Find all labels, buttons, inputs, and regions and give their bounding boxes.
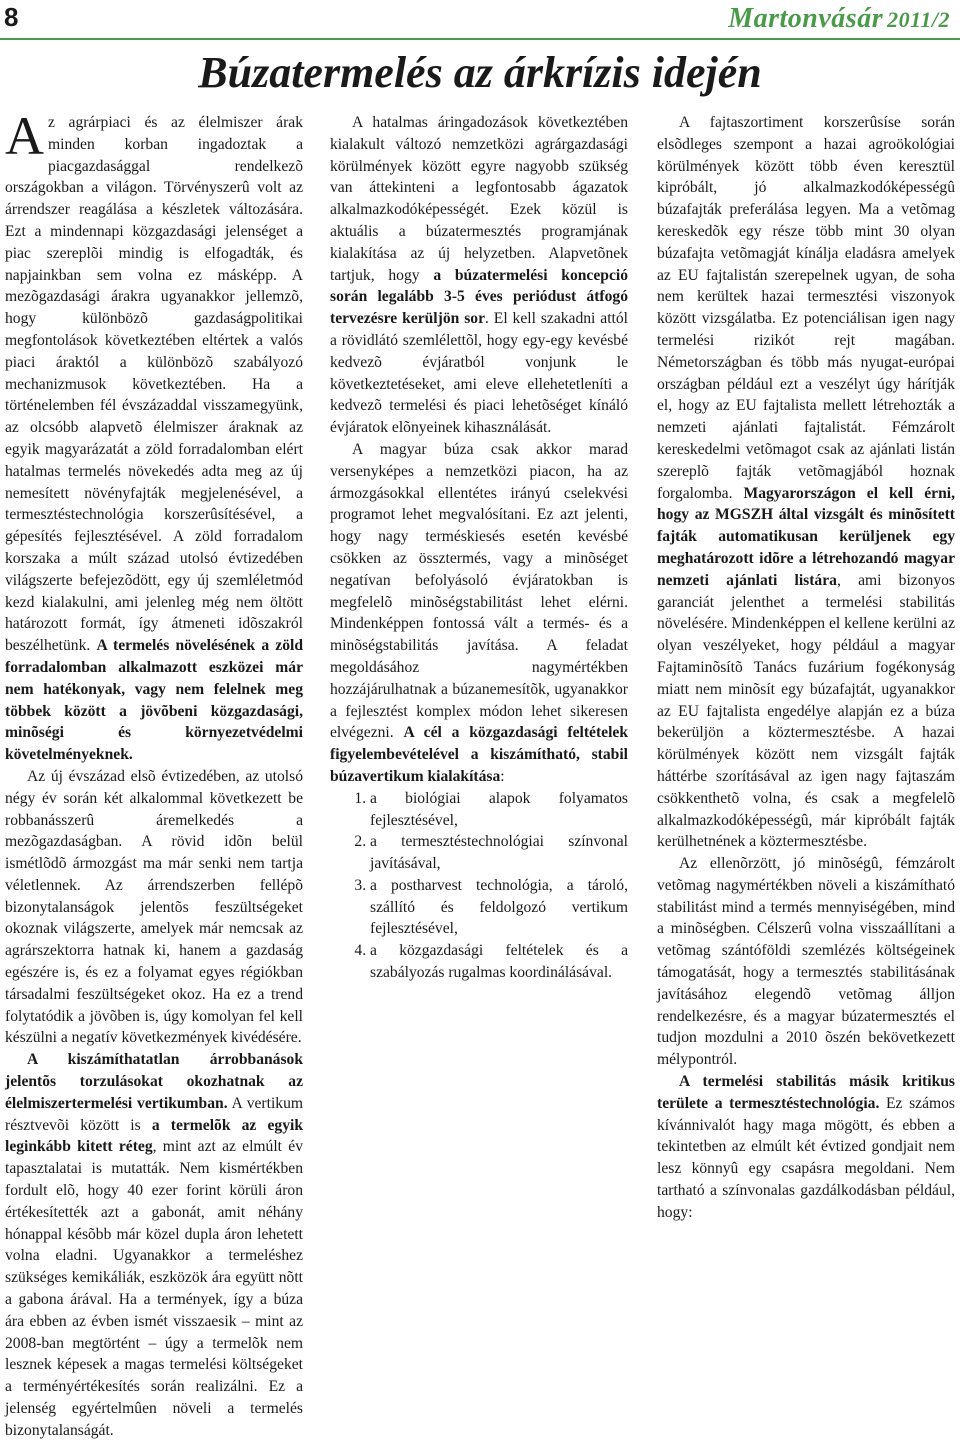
paragraph-text: z agrárpiaci és az élelmiszer árak minden korban ingadoztak a piacgazdasággal rendelkezõ országokban a világon. Törvényszerû volt az árrendszer reagálása a készletek változására. Ezt a mindennapi közgazdasági jelenséget a piac szereplõi mindig is elfogadták, és napjainkban sem volna ez másképp. A mezõgazdasági árakra ugyanakkor jellemzõ, hogy különbözõ gazdaságpolitikai megfontolások következtében eltértek a valós piaci áraktól a különbözõ szabályozó mechanizmusok következtében. Ha a történelemben fél évszázaddal visszamegyünk, az olcsóbb alapvetõ élelmiszer áraknak az egyik magyarázatát a zöld forradalomban elért hatalmas termelés növekedés adta meg az új nemesített növényfajták megjelenésével, a termesztéstechnológia korszerûsítésével, a gépesítés fejlesztésével. A zöld forradalom korszaka a múlt század utolsó évtizedében világszerte befejezõdött, egy új szemléletmód kezd kialakulni, ami jelenleg még nem öltött határozott formát, így átmeneti idõszakról beszélhetünk. xyxy=(5,114,303,655)
paragraph-text: . El kell szakadni attól a rövidlátó szemlélettõl, hogy egy-egy kevésbé kedvezõ évjáratból vonjunk le következtetéseket, ami eleve ellehetetleníti a kedvezõ termelési és piaci lehetõséget kínáló évjáratok elõnyeinek kihasználását. xyxy=(330,310,628,437)
column-2 xyxy=(330,112,628,984)
paragraph xyxy=(330,439,628,788)
paragraph-text: A vertikum résztvevõi között is xyxy=(5,1094,304,1134)
list-item: 3. a postharvest technológia, a tároló, szállító és feldolgozó vertikum fejlesztésével, xyxy=(370,875,628,940)
bold-text: Magyarországon el kell érni, hogy az MGSZH által vizsgált és minõsített fajták automatikusan kerüljenek egy meghatározott idõre a létrehozandó magyar nemzeti ajánlati listára xyxy=(657,484,955,589)
masthead xyxy=(728,3,950,35)
column-3 xyxy=(657,112,955,1224)
bold-text: A termelési stabilitás másik kritikus területe a termesztéstechnológia. xyxy=(657,1073,955,1112)
paragraph: Az új évszázad elsõ évtizedében, az utolsó négy év során két alkalommal következett be robbanásszerû áremelkedés a mezõgazdaságban. A rövid idõn belül ismétlõdõ ármozgást ma már senki nem tartja véletlennek. Az árrendszerben fellépõ bizonytalanságok jelentõs feszültségeket okoznak világszerte, amelyek már nemcsak az agrárszektorra hatnak ki, hanem a gazdaság egészére is, és ez a folyamat egyes régiókban társadalmi feszültségeket okoz. Ha ez a trend folytatódik a jövõben is, úgy komolyan fel kell készülni a negatív következmények kivédésére. xyxy=(5,767,303,1047)
paragraph xyxy=(5,106,303,766)
paragraph xyxy=(330,112,628,439)
paragraph-text: A magyar búza csak akkor marad versenyképes a nemzetközi piacon, ha az ármozgásokkal ellentétes irányú cselekvési programot lehet megvalósítani. Ez azt jelenti, hogy nagy terméskiesés esetén kevésbé csökken az össztermés, vagy a minõséget negatívan befolyásoló évjáratokban is megfelelõ minõségstabilitást lehet elérni. Mindenképpen fontossá vált a termés- és a minõségstabilitás javítása. A feladat megoldásához nagymértékben hozzájárulhatnak a búzanemesítõk, ugyanakkor a fejlesztést komplex módon lehet sikeresen elvégezni. xyxy=(330,440,628,742)
page-number: 8 xyxy=(4,2,19,32)
drop-cap: A xyxy=(5,106,44,166)
paragraph-text: A hatalmas áringadozások következtében kialakult változó nemzetközi agrárgazdasági körülmények között egyre nagyobb szükség van áttekinteni a legfontosabb ágazatok alkalmazkodóképességét. Ezek közül is aktuális a búzatermesztés programjának kialakítása az új helyzetben. Alapvetõnek tartjuk, hogy xyxy=(330,114,628,284)
bold-text: a termelõk az egyik leginkább kitett réteg xyxy=(5,1116,304,1156)
paragraph-text: : xyxy=(500,767,505,785)
issue-number: 2011/2 xyxy=(887,7,950,32)
bold-text: a búzatermelési koncepció során legalább 3-5 éves periódust átfogó tervezésre kerüljön sor xyxy=(330,266,628,328)
paragraph xyxy=(657,1071,955,1224)
paragraph: Az ellenõrzött, jó minõségû, fémzárolt vetõmag nagymértékben növeli a kiszámítható stabilitást mind a termés mennyiségében, mind a minõségben. Célszerû volna visszaállítani a vetõmag szántóföldi szemlézés költségeinek támogatását, hogy a termesztés stabilitásának javításához elegendõ vetõmag álljon rendelkezésre, és a magyar búzatermesztés el tudjon mozdulni a 2010 õszén bekövetkezett mélypontról. xyxy=(657,855,955,1069)
masthead-title: Martonvásár xyxy=(728,3,884,34)
column-1 xyxy=(5,106,304,1442)
list-item: 4. a közgazdasági feltételek és a szabályozás rugalmas koordinálásával. xyxy=(370,940,628,984)
list-item: 2. a termesztéstechnológiai színvonal javításával, xyxy=(370,831,628,875)
paragraph-text: Ez számos kívánnivalót hagy maga mögött, és ebben a tekintetben az elmúlt két évtized gondjait nem lesz könnyû egy csapásra megoldani. Nem tartható a színvonalas gazdálkodásban például, hogy: xyxy=(657,1094,956,1221)
paragraph xyxy=(657,112,955,853)
list-item: 1. a biológiai alapok folyamatos fejlesztésével, xyxy=(370,788,628,832)
article-title: Búzatermelés az árkrízis idején xyxy=(198,48,762,97)
paragraph xyxy=(5,1049,303,1441)
paragraph-text: , mint azt az elmúlt év tapasztalatai is mutatták. Nem kismértékben fordult elõ, hogy 40 ezer forint körüli áron értékesítették azt a gabonát, amit néhány hónappal késõbb már közel dupla áron lehetett volna eladni. Ugyanakkor a termeléshez szükséges kemikáliák, eszközök ára együtt nõtt a gabona árával. Ha a termények, így a búza ára ebben az évben ismét visszaesik – mint az 2008-ban megtörtént – úgy a termelõk nem lesznek képesek a magas termelési költségeket a terményértékesítés során realizálni. Ez a jelenség egyértelmûen növeli a termelés bizonytalanságát. xyxy=(5,1138,303,1439)
numbered-list xyxy=(330,788,628,984)
bold-text: A termelés növelésének a zöld forradalomban alkalmazott eszközei már nem hatékonyak, vagy nem felelnek meg többek között a jövõbeni közgazdasági, minõségi és környezetvédelmi követelményeknek. xyxy=(5,637,303,764)
paragraph-text: A fajtaszortiment korszerûsíse során elsõdleges szempont a hazai agroökológiai körülmények között több éven keresztül kipróbált, jó alkalmazkodóképességû búzafajták preferálása legyen. Ma a vetõmag kereskedõk egy része több mint 30 olyan búzafajta vetõmagját kínálja eladásra amelyek az EU fajtalistán szerepelnek ugyan, de soha nem kerültek hazai termesztési viszonyok között vizsgálatba. Ez potenciálisan igen nagy termelési rizikót rejt magában. Németországban és több más nyugat-európai országban például ezt a veszélyt úgy hárítják el, hogy az EU fajtalista mellett létrehozták a nemzeti ajánlati fajtalistát. Fémzárolt kereskedelmi vetõmagot csak az ajánlati listán szereplõ fajták vetõmagjából hoznak forgalomba. xyxy=(657,114,955,502)
bold-text: A cél a közgazdasági feltételek figyelembevételével a kiszámítható, stabil búzavertikum kialakítása xyxy=(330,724,629,785)
bold-text: A kiszámíthatatlan árrobbanások jelentõs torzulásokat okozhatnak az élelmiszertermelési vertikumban. xyxy=(5,1051,303,1112)
paragraph-text: , ami bizonyos garanciát jelenthet a termelési stabilitás növelésére. Mindenképpen el kellene kerülni az olyan veszélyeket, hogy például a magyar Fajtaminõsítõ Tanács fuzárium fogékonyság miatt nem minõsít egy búzafajtát, ugyanakkor az EU fajtalista engedélye alapján ez a búza bekerüljön a köztermesztésbe. A hazai körülmények között nem vizsgált fajták háttérbe szorításával az igen nagy fajtaszám csökkenthetõ volna, és csak a megfelelõ alkalmazkodóképességû, már kipróbált fajták kerülhetnének a köztermesztésbe. xyxy=(657,571,955,851)
